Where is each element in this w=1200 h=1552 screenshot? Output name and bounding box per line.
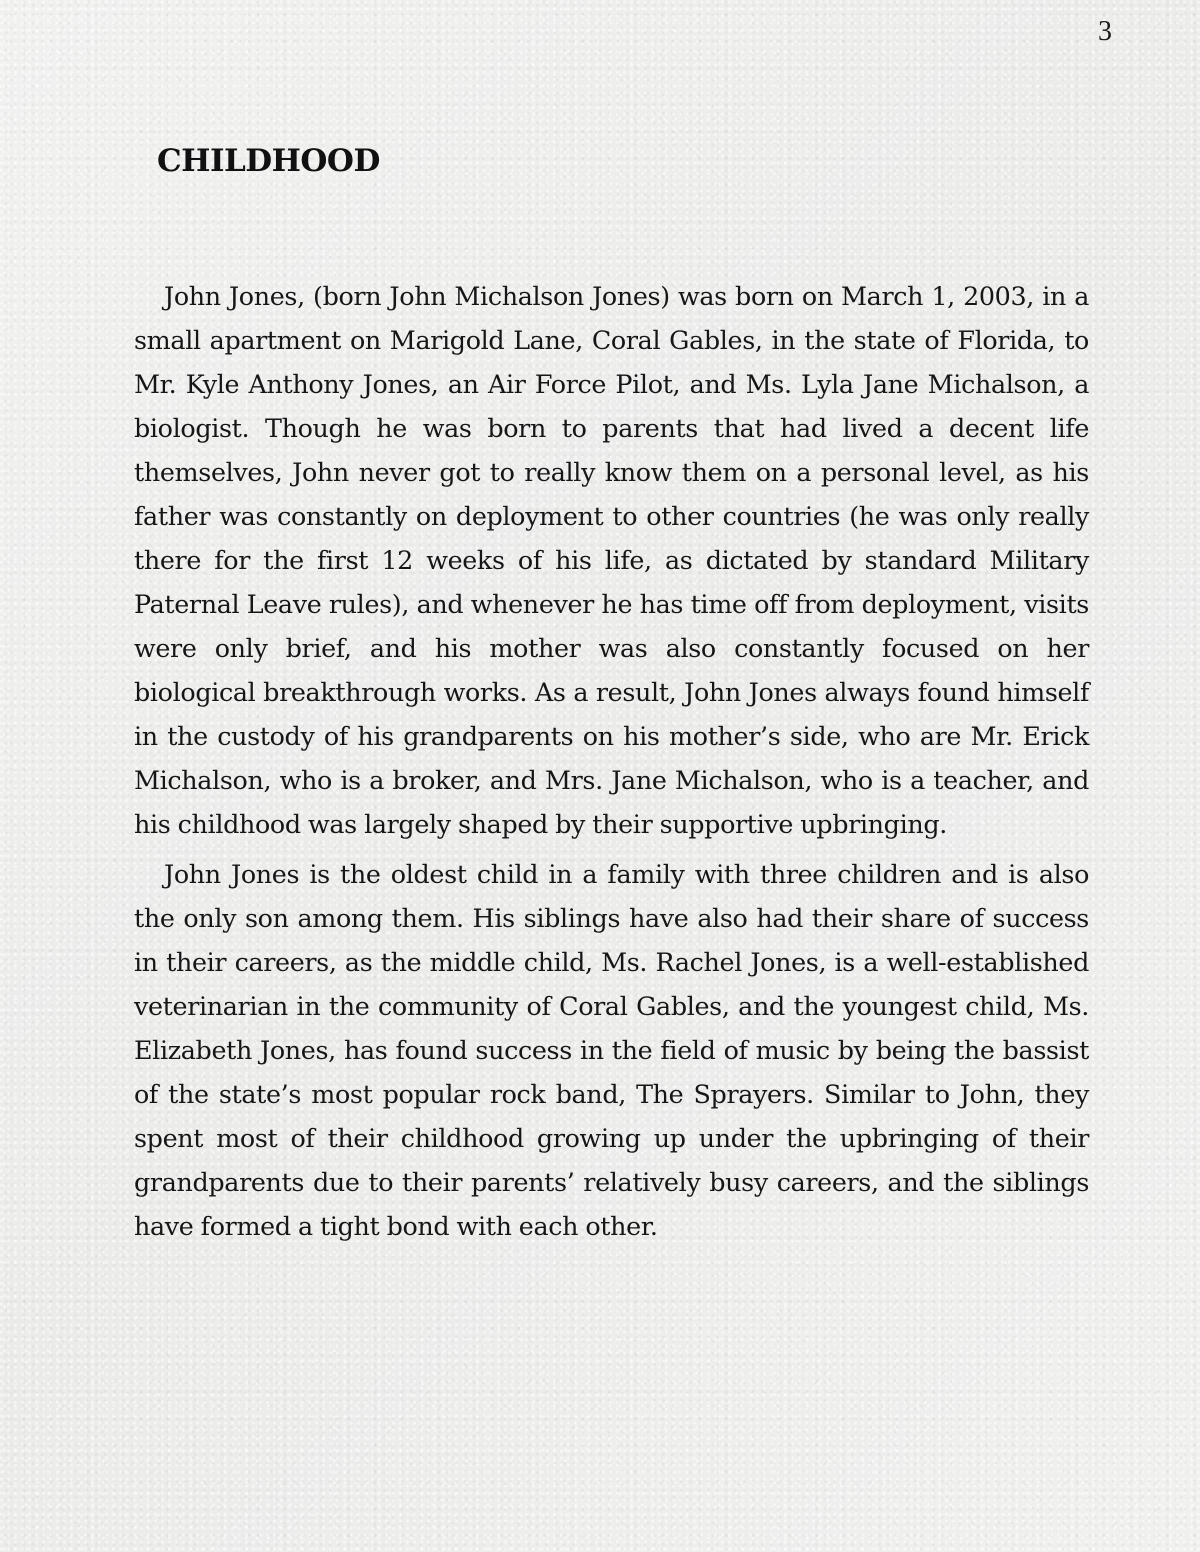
body-text bbox=[134, 274, 1089, 1254]
paragraph-1: John Jones, (born John Michalson Jones) was born on March 1, 2003, in a small apartment on Marigold Lane, Coral Gables, in the state of Florida, to Mr. Kyle Anthony Jones, an Air Force Pilot, and Ms. Lyla Jane Michalson, a biologist. Though he was born to parents that had lived a decent life themselves, John never got to really know them on a personal level, as his father was constantly on deployment to other countries (he was only really there for the first 12 weeks of his life, as dictated by standard Military Paternal Leave rules), and whenever he has time off from deployment, visits were only brief, and his mother was also constantly focused on her biological breakthrough works. As a result, John Jones always found himself in the custody of his grandparents on his mother’s side, who are Mr. Erick Michalson, who is a broker, and Mrs. Jane Michalson, who is a teacher, and his childhood was largely shaped by their supportive upbringing. bbox=[134, 281, 1089, 839]
page-number: 3 bbox=[1098, 16, 1112, 47]
section-heading: CHILDHOOD bbox=[157, 143, 380, 179]
paragraph-2: John Jones is the oldest child in a family with three children and is also the only son among them. His siblings have also had their share of success in their careers, as the middle child, Ms. Rachel Jones, is a well-established veterinarian in the community of Coral Gables, and the youngest child, Ms. Elizabeth Jones, has found success in the field of music by being the bassist of the state’s most popular rock band, The Sprayers. Similar to John, they spent most of their childhood growing up under the upbringing of their grandparents due to their parents’ relatively busy careers, and the siblings have formed a tight bond with each other. bbox=[134, 859, 1089, 1241]
